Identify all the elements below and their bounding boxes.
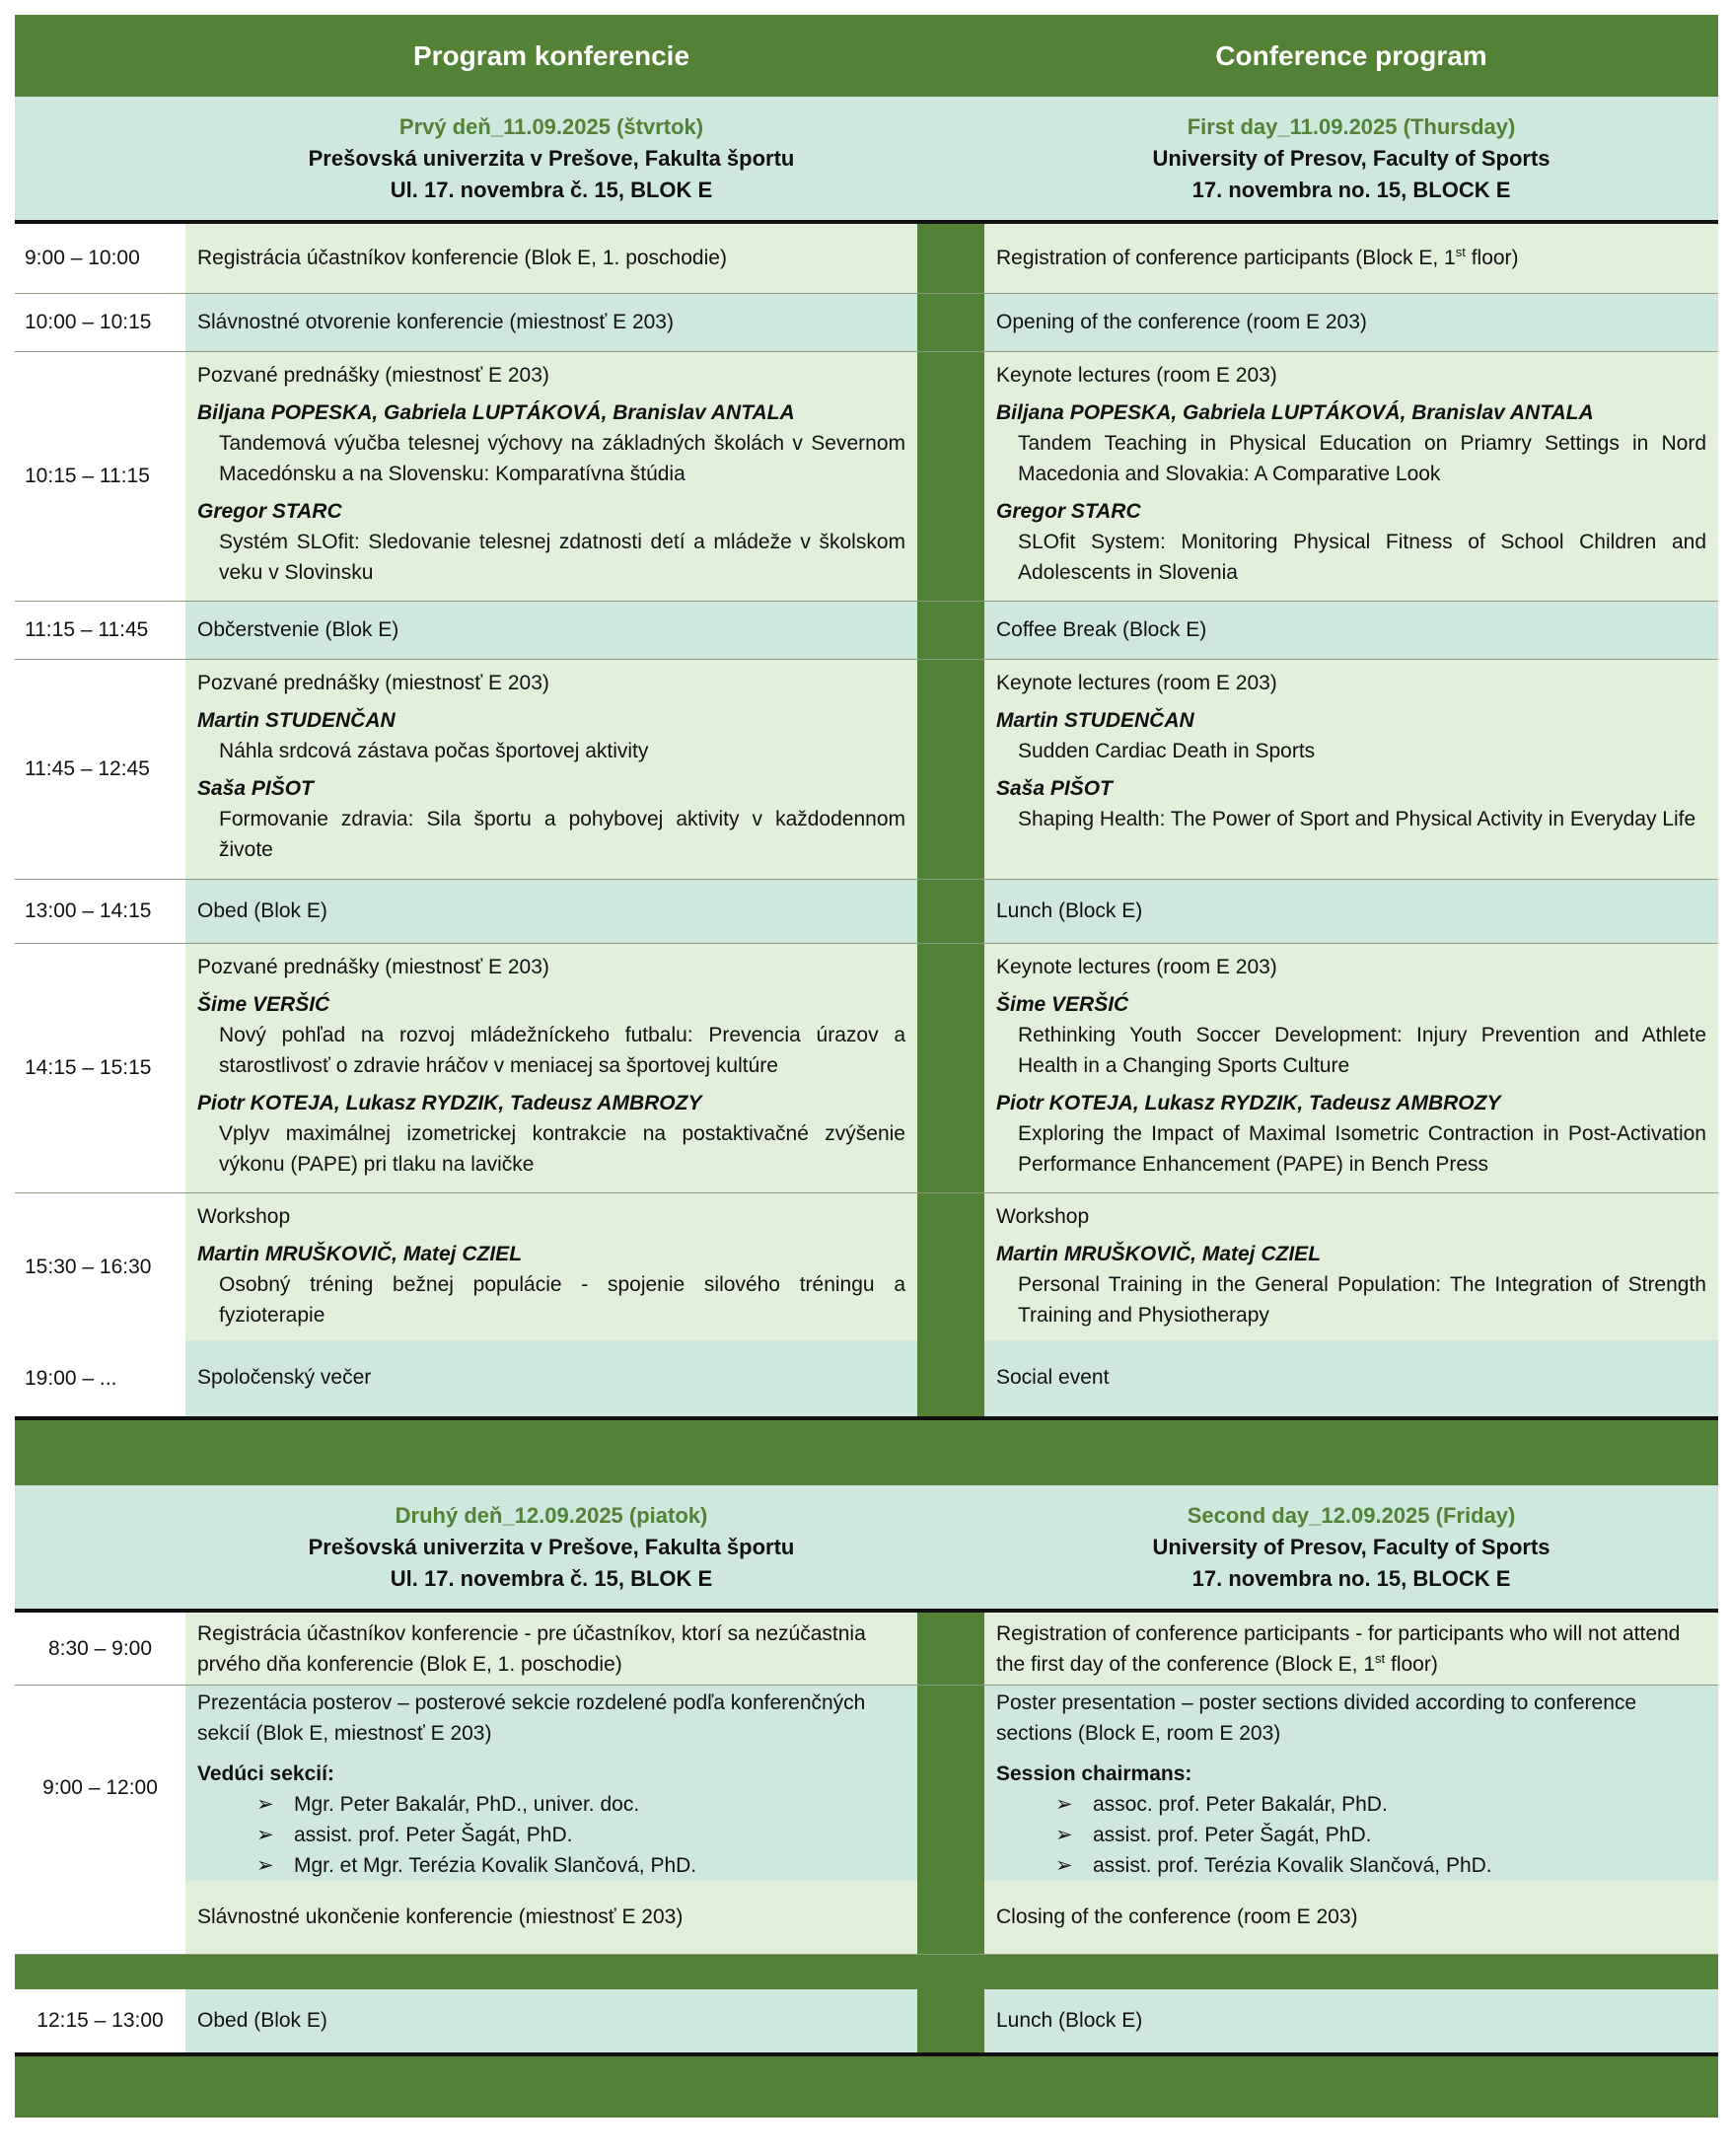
- day1-en-label: First day_11.09.2025 (Thursday): [1187, 113, 1516, 139]
- session-heading: Pozvané prednášky (miestnosť E 203): [197, 364, 549, 387]
- en-cell: [984, 352, 1718, 601]
- en-cell: Social event: [984, 1340, 1718, 1416]
- poster-text: Prezentácia posterov – posterové sekcie rozdelené podľa konferenčných sekcií (Blok E, miestnosť E 203): [197, 1691, 866, 1745]
- sk-cell: Obed (Blok E): [185, 880, 917, 943]
- day1-header: [15, 97, 1718, 224]
- separator-band: [15, 1955, 1718, 1989]
- talk-authors: Martin MRUŠKOVIČ, Matej CZIEL: [996, 1243, 1322, 1265]
- table-row: [15, 1193, 1718, 1340]
- talk-authors: Piotr KOTEJA, Lukasz RYDZIK, Tadeusz AMBROZY: [996, 1092, 1501, 1114]
- table-row: [15, 224, 1718, 294]
- en-cell: Coffee Break (Block E): [984, 602, 1718, 659]
- sk-cell: [185, 660, 917, 879]
- en-cell: Closing of the conference (room E 203): [984, 1881, 1718, 1954]
- session-heading: Keynote lectures (room E 203): [996, 364, 1277, 387]
- talk-title: SLOfit System: Monitoring Physical Fitness of School Children and Adolescents in Slovenia: [1018, 531, 1706, 584]
- footer-band: [15, 2056, 1718, 2118]
- poster-text: Poster presentation – poster sections divided according to conference sections (Block E, room E 203): [996, 1691, 1637, 1745]
- talk-authors: Martin STUDENČAN: [996, 709, 1194, 732]
- talk-authors: Gregor STARC: [996, 500, 1141, 523]
- talk-title: Personal Training in the General Population: The Integration of Strength Training and Physiotherapy: [1018, 1273, 1706, 1327]
- en-cell: Lunch (Block E): [984, 1989, 1718, 2052]
- talk-title: Nový pohľad na rozvoj mládežníckeho futbalu: Prevencia úrazov a starostlivosť o zdravie hráčov v meniacej sa športovej kultúre: [219, 1024, 905, 1077]
- talk-title: Formovanie zdravia: Sila športu a pohybovej aktivity v každodennom živote: [219, 808, 905, 861]
- talk-authors: Saša PIŠOT: [197, 777, 314, 800]
- sk-cell: Registrácia účastníkov konferencie - pre účastníkov, ktorí sa nezúčastnia prvého dňa konferencie (Blok E, 1. poschodie): [185, 1613, 917, 1685]
- table-row: [15, 1340, 1718, 1420]
- talk-authors: Piotr KOTEJA, Lukasz RYDZIK, Tadeusz AMBROZY: [197, 1092, 702, 1114]
- table-row: [15, 944, 1718, 1193]
- en-text: Registration of conference participants - for participants who will not attend the first day of the conference (Block E, 1st floor): [996, 1621, 1681, 1676]
- time-cell: 11:45 – 12:45: [15, 660, 185, 879]
- day2-sk-label: Druhý deň_12.09.2025 (piatok): [395, 1502, 708, 1528]
- sk-cell: Spoločenský večer: [185, 1340, 917, 1416]
- talk-title: Exploring the Impact of Maximal Isometric Contraction in Post-Activation Performance Enhancement (PAPE) in Bench Press: [1018, 1122, 1706, 1176]
- session-heading: Workshop: [996, 1205, 1090, 1228]
- sk-cell: Slávnostné otvorenie konferencie (miestnosť E 203): [185, 294, 917, 351]
- sk-title: Program konferencie: [185, 15, 917, 97]
- sk-cell: Registrácia účastníkov konferencie (Blok E, 1. poschodie): [185, 224, 917, 293]
- table-row: [15, 1989, 1718, 2056]
- sk-cell: [185, 352, 917, 601]
- time-cell: 8:30 – 9:00: [15, 1613, 185, 1685]
- talk-title: Systém SLOfit: Sledovanie telesnej zdatnosti detí a mládeže v školskom veku v Slovinsku: [219, 531, 905, 584]
- time-cell: 13:00 – 14:15: [15, 880, 185, 943]
- time-cell: 14:15 – 15:15: [15, 944, 185, 1192]
- en-cell: [984, 944, 1718, 1192]
- table-row: [15, 1613, 1718, 1686]
- talk-title: Vplyv maximálnej izometrickej kontrakcie na postaktivačné zvýšenie výkonu (PAPE) pri tlaku na lavičke: [219, 1122, 905, 1176]
- session-heading: Keynote lectures (room E 203): [996, 672, 1277, 694]
- en-cell: [984, 1613, 1718, 1685]
- session-heading: Keynote lectures (room E 203): [996, 956, 1277, 978]
- day1-sk-venue: Prešovská univerzita v Prešove, Fakulta športu: [308, 145, 795, 171]
- talk-authors: Šime VERŠIĆ: [996, 993, 1129, 1016]
- list-item: ➢ assist. prof. Terézia Kovalik Slančová, PhD.: [1055, 1850, 1706, 1881]
- day2-header: [15, 1485, 1718, 1613]
- chairs-label: Session chairmans:: [996, 1762, 1192, 1785]
- table-row: [15, 1686, 1718, 1881]
- talk-authors: Saša PIŠOT: [996, 777, 1113, 800]
- list-item: ➢ assist. prof. Peter Šagát, PhD.: [1055, 1820, 1706, 1850]
- chairs-label: Vedúci sekcií:: [197, 1762, 334, 1785]
- talk-title: Rethinking Youth Soccer Development: Injury Prevention and Athlete Health in a Changing Sports Culture: [1018, 1024, 1706, 1077]
- session-heading: Workshop: [197, 1205, 291, 1228]
- talk-authors: Biljana POPESKA, Gabriela LUPTÁKOVÁ, Branislav ANTALA: [996, 401, 1594, 424]
- list-item: ➢ Mgr. et Mgr. Terézia Kovalik Slančová, PhD.: [256, 1850, 905, 1881]
- time-cell: 19:00 – ...: [15, 1340, 185, 1416]
- sk-cell: [185, 1193, 917, 1340]
- en-cell: [984, 1686, 1718, 1891]
- talk-authors: Martin MRUŠKOVIČ, Matej CZIEL: [197, 1243, 523, 1265]
- list-item: ➢ assist. prof. Peter Šagát, PhD.: [256, 1820, 905, 1850]
- time-cell: 9:00 – 10:00: [15, 224, 185, 293]
- program-table: [15, 15, 1718, 2118]
- talk-title: Tandem Teaching in Physical Education on Priamry Settings in Nord Macedonia and Slovakia: A Comparative Look: [1018, 432, 1706, 485]
- table-row: [15, 294, 1718, 352]
- day1-en-venue: University of Presov, Faculty of Sports: [1152, 145, 1551, 171]
- session-heading: Pozvané prednášky (miestnosť E 203): [197, 956, 549, 978]
- time-cell: 15:30 – 16:30: [15, 1193, 185, 1340]
- table-row: [15, 1881, 1718, 1955]
- day2-en-address: 17. novembra no. 15, BLOCK E: [1191, 1565, 1511, 1591]
- day2-sk-address: Ul. 17. novembra č. 15, BLOK E: [390, 1565, 713, 1591]
- sk-cell: Obed (Blok E): [185, 1989, 917, 2052]
- table-row: [15, 352, 1718, 602]
- list-item: ➢ Mgr. Peter Bakalár, PhD., univer. doc.: [256, 1789, 905, 1820]
- talk-authors: Martin STUDENČAN: [197, 709, 396, 732]
- talk-title: Náhla srdcová zástava počas športovej aktivity: [219, 740, 649, 762]
- day2-en-venue: University of Presov, Faculty of Sports: [1152, 1534, 1551, 1559]
- day2-sk-venue: Prešovská univerzita v Prešove, Fakulta športu: [308, 1534, 795, 1559]
- table-header: [15, 15, 1718, 97]
- chairs-list: [996, 1789, 1706, 1881]
- talk-title: Tandemová výučba telesnej výchovy na základných školách v Severnom Macedónsku a na Slovensku: Komparatívna štúdia: [219, 432, 905, 485]
- talk-title: Osobný tréning bežnej populácie - spojenie silového tréningu a fyzioterapie: [219, 1273, 905, 1327]
- chairs-list: [197, 1789, 905, 1881]
- time-cell: 12:15 – 13:00: [15, 1989, 185, 2052]
- en-cell: [984, 660, 1718, 879]
- en-cell: Opening of the conference (room E 203): [984, 294, 1718, 351]
- time-cell: 9:00 – 12:00: [15, 1686, 185, 1891]
- talk-authors: Šime VERŠIĆ: [197, 993, 330, 1016]
- time-cell: 10:15 – 11:15: [15, 352, 185, 601]
- sk-cell: Slávnostné ukončenie konferencie (miestnosť E 203): [185, 1881, 917, 1954]
- separator-band: [15, 1420, 1718, 1485]
- table-row: [15, 880, 1718, 944]
- session-heading: Pozvané prednášky (miestnosť E 203): [197, 672, 549, 694]
- en-cell: Lunch (Block E): [984, 880, 1718, 943]
- talk-title: Shaping Health: The Power of Sport and Physical Activity in Everyday Life: [1018, 808, 1696, 830]
- en-cell: [984, 224, 1718, 293]
- time-cell: 11:15 – 11:45: [15, 602, 185, 659]
- table-row: [15, 660, 1718, 880]
- sk-cell: [185, 944, 917, 1192]
- sk-cell: [185, 1686, 917, 1891]
- day1-sk-address: Ul. 17. novembra č. 15, BLOK E: [390, 177, 713, 202]
- table-row: [15, 602, 1718, 660]
- talk-authors: Biljana POPESKA, Gabriela LUPTÁKOVÁ, Branislav ANTALA: [197, 401, 795, 424]
- en-title: Conference program: [984, 15, 1718, 97]
- talk-title: Sudden Cardiac Death in Sports: [1018, 740, 1316, 762]
- day2-en-label: Second day_12.09.2025 (Friday): [1187, 1502, 1516, 1528]
- en-cell: [984, 1193, 1718, 1340]
- talk-authors: Gregor STARC: [197, 500, 342, 523]
- list-item: ➢ assoc. prof. Peter Bakalár, PhD.: [1055, 1789, 1706, 1820]
- day1-sk-label: Prvý deň_11.09.2025 (štvrtok): [398, 113, 704, 139]
- day1-en-address: 17. novembra no. 15, BLOCK E: [1191, 177, 1511, 202]
- en-text: Registration of conference participants (Block E, 1st floor): [996, 244, 1519, 269]
- time-cell: 10:00 – 10:15: [15, 294, 185, 351]
- sk-cell: Občerstvenie (Blok E): [185, 602, 917, 659]
